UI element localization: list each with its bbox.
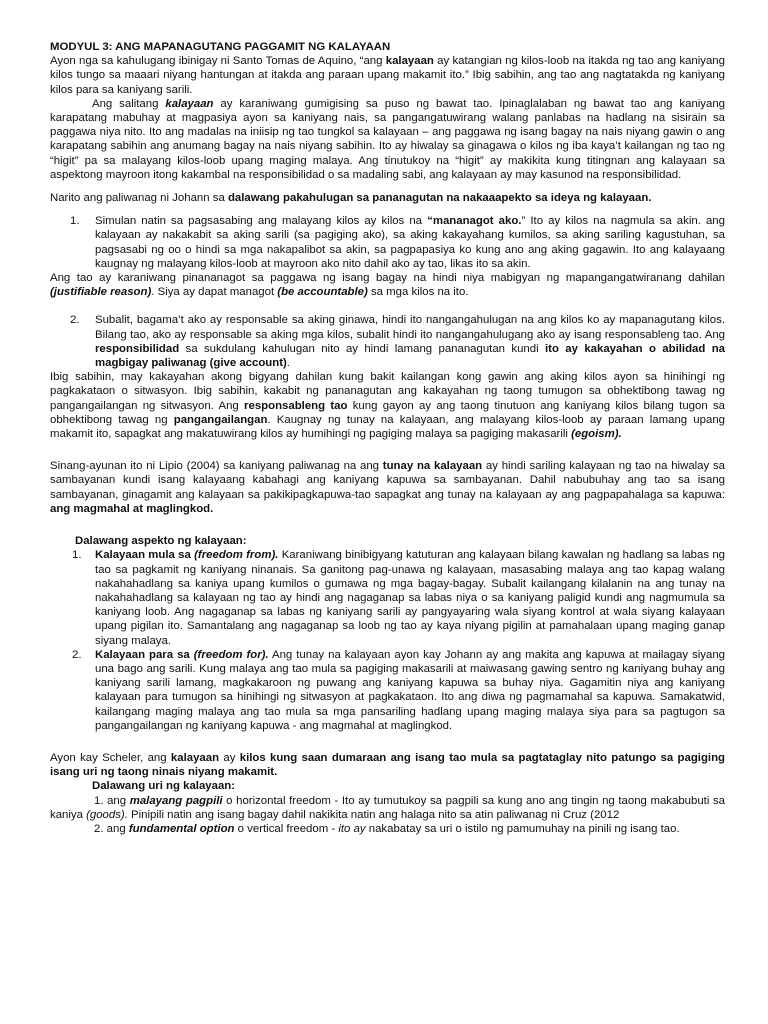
aspects-heading: Dalawang aspekto ng kalayaan: bbox=[75, 535, 247, 548]
kalayaan-paragraph: Ang salitang kalayaan ay karaniwang gumigising sa puso ng bawat tao. Ipinaglalaban ng bawat tao ang kaniyang karapatang mabuhay at magpasiya ayon sa kaniyang nais, sa pangangatuwirang walang panlabas na hadlang na sisirain sa paggawa niya nito. Ito ang madalas na iniisip ng tao tungkol sa kalayaan – ang paggawa ng isang bagay na nais niyang gawin o ang karapatang sabihin ang anumang bagay na nais niyang sabihin. Ito ay hiwalay sa ginagawa o kilos ng iba kaya’t kailangan ng tao ng “higit” pa sa malayang kilos-loob upang maging malaya. Ang tinutukoy na “higit” ay makikita kung titingnan ang kalayaan sa aspektong mayroon itong kakambal na responsibilidad o sa madaling sabi, ang kalayaan ay may kasunod na responsibilidad. bbox=[50, 97, 726, 181]
lipio-paragraph: Sinang-ayunan ito ni Lipio (2004) sa kaniyang paliwanag na ang tunay na kalayaan ay hindi sariling kalayaan ng tao na hiwalay sa sambayanan kundi isang kalayaang kabahagi ang kaniyang kapuwa sa sambayanan. Dahil nabubuhay ang tao sa isang sambayanan, ginagamit ang kalayaan sa pakikipagkapuwa-tao sapagkat ang tunay na kalayaan ay ang pagpapahalaga sa kapuwa: ang magmahal at maglingkod. bbox=[50, 460, 726, 515]
list-number: 1. bbox=[72, 549, 82, 562]
accountability-paragraph: Ang tao ay karaniwang pinananagot sa paggawa ng isang bagay na hindi niya mabigyan ng mapangangatwiranang dahilan (justifiable reason). Siya ay dapat managot (be accountable) sa mga kilos na ito. bbox=[50, 272, 725, 299]
responsibility-paragraph: Ibig sabihin, may kakayahan akong bigyang dahilan kung bakit kailangan kong gawin ang aking kilos ayon sa hinihingi ng pagkakataon o sitwasyon. Ibig sabihin, kakabit ng pananagutan ang kakayahan ng taong tumugon sa obhektibong tawag ng pangangailangan ng sitwasyon. Ang responsableng tao kung gayon ay ang taong tinutuon ang kaniyang kilos bilang tugon sa obhektibong tawag ng pangangailangan. Kaugnay ng tunay na kalayaan, ang malayang kilos-loob ay paraan lamang upang makamit ito, sapagkat ang makatuwirang kilos ay humihingi ng pagiging malaya sa pagiging makasarili (egoism). bbox=[50, 371, 725, 441]
johann-paragraph: Narito ang paliwanag ni Johann sa dalawang pakahulugan sa pananagutan na nakaaapekto sa ideya ng kalayaan. bbox=[50, 192, 652, 205]
list-item: 2. Subalit, bagama’t ako ay responsable sa aking ginawa, hindi ito nangangahulugan na ang kilos ko ay mapanagutang kilos. Bilang tao, ako ay responsable sa aking mga kilos, subalit hindi ito nangangahulugang ako ay isang responsableng tao. Ang responsibilidad sa sukdulang kahulugan nito ay hindi lamang pananagutan kundi ito ay kakayahan o abilidad na magbigay paliwanag (give account). bbox=[70, 314, 725, 370]
list-number: 2. bbox=[72, 648, 82, 661]
scheler-paragraph: Ayon kay Scheler, ang kalayaan ay kilos kung saan dumaraan ang isang tao mula sa pagtataglay nito patungo sa pagiging isang uri ng taong ninais niyang makamit. bbox=[50, 751, 725, 779]
type-item: 2. ang fundamental option o vertical freedom - ito ay nakabatay sa uri o istilo ng pamumuhay na pinili ng isang tao. bbox=[94, 822, 680, 835]
module-title: MODYUL 3: ANG MAPANAGUTANG PAGGAMIT NG KALAYAAN bbox=[50, 41, 391, 53]
list-number: 1. bbox=[70, 215, 80, 228]
document-page bbox=[50, 40, 725, 836]
intro-paragraph: Ayon nga sa kahulugang ibinigay ni Santo Tomas de Aquino, “ang kalayaan ay katangian ng kilos-loob na itakda ng tao ang kaniyang kilos tungo sa maaari niyang hantungan at itakda ang paraan upang makamit ito.” Ibig sabihin, ang tao ang nagtatakda ng kaniyang kilos para sa kaniyang sarili. bbox=[50, 55, 725, 96]
list-item: 1. Simulan natin sa pagsasabing ang malayang kilos ay kilos na “mananagot ako.” Ito ay kilos na nagmula sa akin. ang kalayaan ay nakakabit sa aking sarili (sa pagiging ako), sa aking kakayahang kumilos, sa aking sariling kagustuhan, sa pagsasabi ng oo o hindi sa mga nakapalibot sa akin, sa pagpapasiya ko kung ano ang aking gagawin. Ito ang kalayaang kaugnay ng malayang kilos-loob at mayroon ako nito dahil ako ay tao, likas ito sa akin. bbox=[70, 215, 725, 270]
list-item: 1. Kalayaan mula sa (freedom from). Karaniwang binibigyang katuturan ang kalayaan bilang kawalan ng hadlang sa labas ng tao sa pagkamit ng kaniyang ninanais. Sa ganitong pag-unawa ng kalayaan, masasabing malaya ang tao kapag walang nakahahadlang sa kaniya upang kumilos o gumawa ng mga bagay-bagay. Subalit kailangang kilalanin na ang tunay na nakahahadlang sa kalayaan ng tao ay hindi ang nagaganap sa labas niya o sa kaniyang paligid kundi ang nagmumula sa kaniyang loob. Ang nagaganap sa labas ng kaniyang sarili ay pangyayaring wala siyang kontrol at wala siyang kalayaan upang pigilan ito. Samantalang ang nagaganap sa loob ng tao ay kaya niyang pigilin at pamahalaan upang maging ganap siyang malaya. bbox=[72, 549, 725, 647]
types-heading: Dalawang uri ng kalayaan: bbox=[92, 780, 236, 793]
list-number: 2. bbox=[70, 314, 80, 327]
type-item: 1. ang malayang pagpili o horizontal freedom - Ito ay tumutukoy sa pagpili sa kung ano ang tingin ng taong makabubuti sa kaniya (goods). Pinipili natin ang isang bagay dahil nakikita natin ang halaga nito sa atin paliwanag ni Cruz (2012 bbox=[50, 794, 725, 821]
list-item: 2. Kalayaan para sa (freedom for). Ang tunay na kalayaan ayon kay Johann ay ang makita ang kapuwa at mailagay siyang una bago ang sarili. Kung malaya ang tao mula sa pagiging makasarili at maiwasang gawing sentro ng kaniyang buhay ang kaniyang sarili lamang, magkakaroon ng puwang ang kaniyang kapuwa sa buhay niya. Gagamitin niya ang kaniyang kalayaan para tumugon sa hinihingi ng sitwasyon at pagkakataon. Ito ang diwa ng pagmamahal sa kapuwa. Samakatwid, kailangang maging malaya ang tao mula sa mga pansariling hadlang upang maging malaya siya para sa pagtugon sa pangangailangan ng kaniyang kapuwa - ang magmahal at maglingkod. bbox=[72, 648, 725, 732]
